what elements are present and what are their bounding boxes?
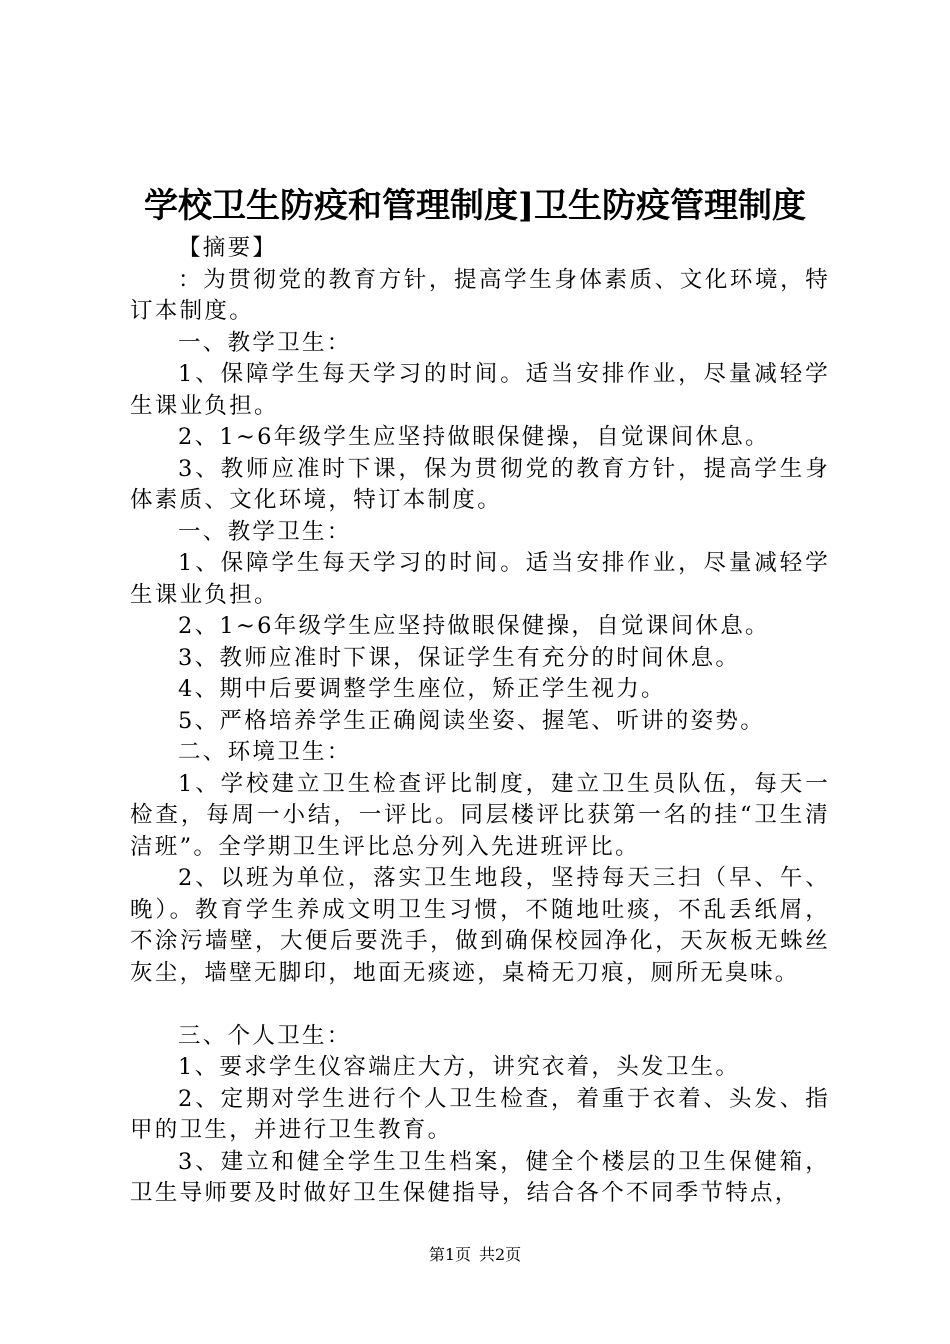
paragraph-item: 3、教师应准时下课，保为贯彻党的教育方针，提高学生身体素质、文化环境，特订本制度。	[130, 455, 830, 513]
paragraph-item: 1、学校建立卫生检查评比制度，建立卫生员队伍，每天一检查，每周一小结，一评比。同层楼评比获第一名的挂“卫生清洁班”。全学期卫生评比总分列入先进班评比。	[130, 770, 830, 860]
section-heading-environment-hygiene: 二、环境卫生：	[178, 739, 352, 765]
page-number: 第1页	[428, 1245, 471, 1264]
paragraph-item: 1、要求学生仪容端庄大方，讲究衣着，头发卫生。	[178, 1054, 741, 1080]
paragraph-item: 3、教师应准时下课，保证学生有充分的时间休息。	[178, 644, 741, 671]
page-footer	[0, 1244, 950, 1266]
paragraph-item: 1、保障学生每天学习的时间。适当安排作业，尽量减轻学生课业负担。	[130, 361, 830, 419]
paragraph-item: 5、严格培养学生正确阅读坐姿、握笔、听讲的姿势。	[178, 707, 766, 734]
paragraph-item: 2、定期对学生进行个人卫生检查，着重于衣着、头发、指甲的卫生，并进行卫生教育。	[130, 1085, 830, 1143]
paragraph-abstract-text: ：为贯彻党的教育方针，提高学生身体素质、文化环境，特订本制度。	[130, 266, 830, 324]
paragraph-item: 2、以班为单位，落实卫生地段，坚持每天三扫（早、午、晚）。教育学生养成文明卫生习惯，不随地吐痰，不乱丢纸屑，不涂污墙壁，大便后要洗手，做到确保校园净化，天灰板无蛛丝灰尘，墙壁无脚印，地面无痰迹，桌椅无刀痕，厕所无臭味。	[130, 865, 830, 986]
document-title: 学校卫生防疫和管理制度]卫生防疫管理制度	[143, 186, 807, 226]
document-body	[130, 233, 830, 1210]
blank-line	[130, 989, 830, 1021]
paragraph-item: 2、1~6年级学生应坚持做眼保健操，自觉课间休息。	[178, 613, 770, 639]
section-heading-teaching-hygiene: 一、教学卫生：	[178, 518, 352, 545]
section-heading-teaching-hygiene: 一、教学卫生：	[178, 329, 352, 356]
paragraph-item: 1、保障学生每天学习的时间。适当安排作业，尽量减轻学生课业负担。	[130, 550, 830, 608]
page-total: 共2页	[479, 1245, 522, 1264]
paragraph-item: 3、建立和健全学生卫生档案，健全个楼层的卫生保健箱，卫生导师要及时做好卫生保健指导，结合各个不同季节特点，	[130, 1148, 830, 1206]
paragraph-item: 2、1~6年级学生应坚持做眼保健操，自觉课间休息。	[178, 424, 770, 450]
paragraph-item: 4、期中后要调整学生座位，矫正学生视力。	[178, 676, 666, 702]
section-heading-personal-hygiene: 三、个人卫生：	[178, 1022, 352, 1049]
paragraph-abstract-heading: 【摘要】	[178, 235, 278, 261]
